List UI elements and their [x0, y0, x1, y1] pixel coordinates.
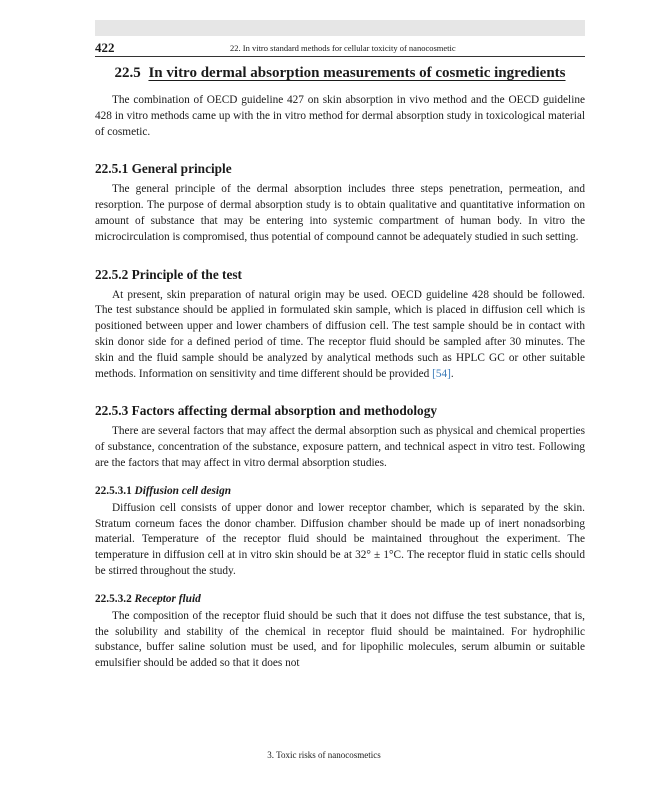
heading-general-principle: 22.5.1 General principle — [95, 161, 232, 177]
page-content — [95, 60, 585, 672]
header-rule — [95, 56, 585, 57]
diffusion-cell-paragraph: Diffusion cell consists of upper donor and lower receptor chamber, which is separated by the skin. Stratum corneum faces the donor chamber. Diffusion chamber should be made up of inert nonadsorbing material. Temperature of the receptor fluid should be maintained throughout the experiment. The temperature in diffusion cell at in vitro skin should be at 32° ± 1°C. The receptor fluid in static cells should be stirred throughout the study. — [95, 501, 585, 577]
running-head — [95, 40, 585, 56]
principle-of-test-end: . — [450, 367, 454, 380]
intro-paragraph: The combination of OECD guideline 427 on skin absorption in vivo method and the OECD guideline 428 in vitro methods came up with the in vitro method for dermal absorption study in toxicological material of cosmetic. — [95, 94, 585, 138]
principle-of-test-text: At present, skin preparation of natural origin may be used. OECD guideline 428 should be followed. The test substance should be applied in formulated skin sample, which is placed in diffusion cell which is positioned between upper and lower chambers of diffusion cell. The test sample should be in contact with skin donor side for a defined period of time. The receptor fluid should be sampled after 30 minutes. The skin and the fluid sample should be analyzed by analytical methods such as HPLC GC or other suitable methods. Information on sensitivity and time different should be provided — [95, 288, 585, 380]
diffusion-cell-number: 22.5.3.1 — [95, 484, 132, 497]
page-number: 422 — [95, 40, 115, 55]
heading-principle-of-test: 22.5.2 Principle of the test — [95, 266, 242, 282]
heading-factors: 22.5.3 Factors affecting dermal absorption and methodology — [95, 403, 438, 419]
factors-paragraph: There are several factors that may affect the dermal absorption such as physical and chemical properties of substance, concentration of the substance, exposure pattern, and technical aspect in vitro test. Following are the factors that may affect in vitro dermal absorption studies. — [95, 425, 585, 469]
diffusion-cell-title: Diffusion cell design — [134, 484, 231, 497]
general-principle-paragraph: The general principle of the dermal absorption includes three steps penetration, permeation, and resorption. The purpose of dermal absorption study is to obtain qualitative and quantitative information on amount of substance that may be entering into systemic compartment of human body. In vitro the microcirculation is compromised, thus potential of compound cannot be adequately studied in such setting. — [95, 183, 585, 243]
receptor-fluid-paragraph: The composition of the receptor fluid should be such that it does not diffuse the test substance, that is, the solubility and stability of the chemical in receptor fluid should be maintained. For hydrophilic substance, buffer saline solution must be used, and for lipophilic molecules, serum albumin or suitable emulsifier should be added so that it does not — [95, 609, 585, 670]
heading-receptor-fluid — [95, 591, 585, 607]
citation-link[interactable]: [54] — [432, 367, 451, 380]
running-title: 22. In vitro standard methods for cellular toxicity of nanocosmetic — [230, 43, 456, 53]
header-bar — [95, 20, 585, 36]
principle-of-test-paragraph — [95, 288, 585, 383]
heading-diffusion-cell — [95, 483, 585, 499]
receptor-fluid-number: 22.5.3.2 — [95, 592, 132, 605]
page-footer: 3. Toxic risks of nanocosmetics — [267, 750, 381, 760]
receptor-fluid-title: Receptor fluid — [134, 592, 201, 605]
section-title-text: In vitro dermal absorption measurements of cosmetic ingredients — [148, 65, 566, 81]
section-title — [95, 60, 585, 86]
section-number: 22.5 — [114, 65, 141, 81]
